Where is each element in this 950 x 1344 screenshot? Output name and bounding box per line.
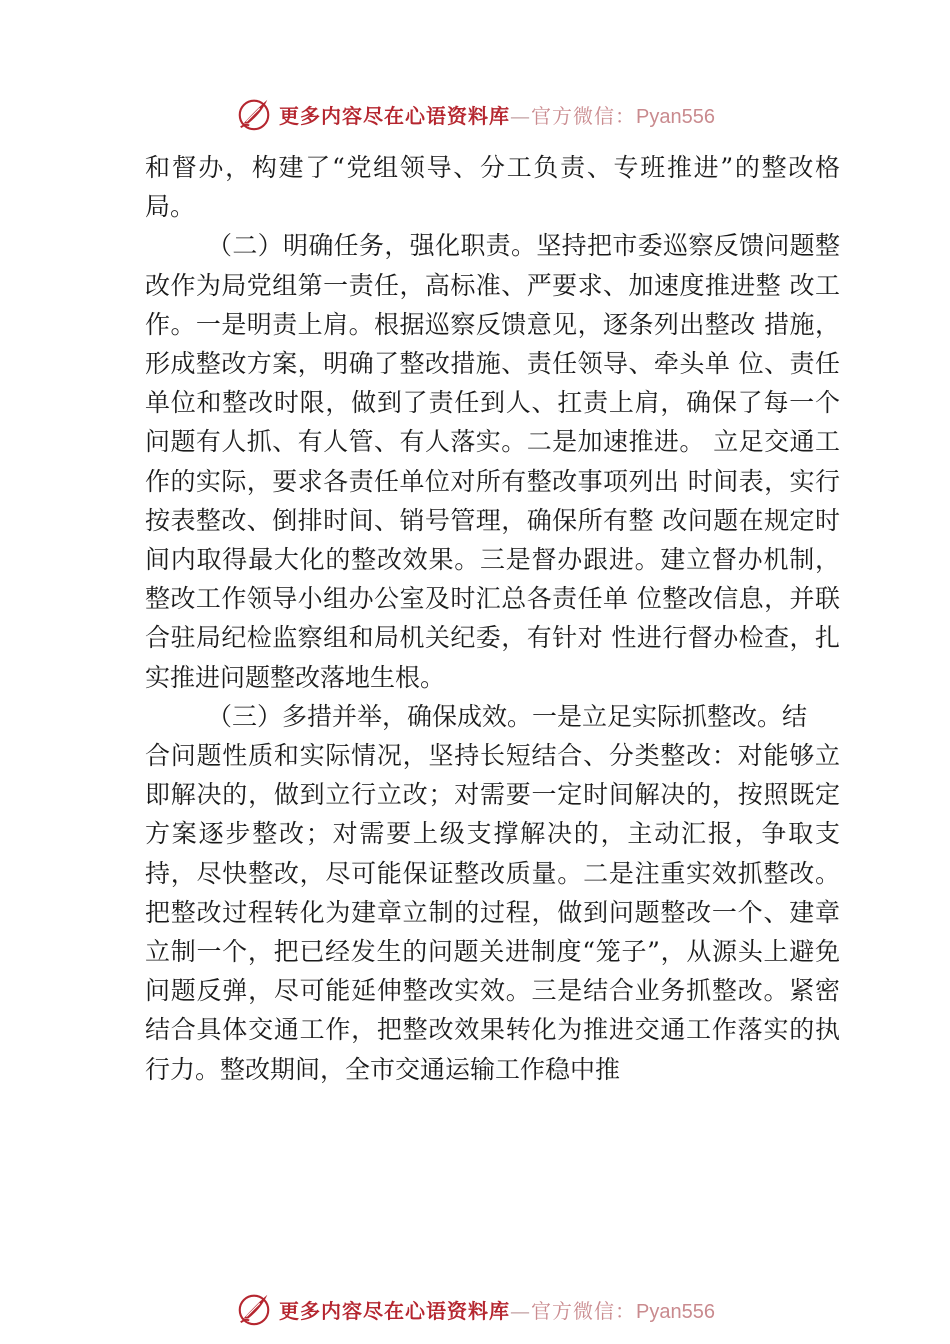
banner-contact-label: 官方微信： — [531, 103, 637, 128]
banner-dash: — — [510, 1298, 532, 1323]
banner-dash: — — [510, 103, 532, 128]
paragraph-section-3-heading: （三）多措并举，确保成效。一是立足实际抓整改。结 — [207, 701, 808, 731]
banner-title: 更多内容尽在心语资料库 — [279, 1298, 511, 1323]
paragraph-section-3-body: 合问题性质和实际情况，坚持长短结合、分类整改：对能够立即解决的，做到立行立改；对需要一定时间解决的，按照既定方案逐步整改；对需要上级支撑解决的，主动汇报，争取支持，尽快整改，尽可能保证整改质量。二是注重实效抓整改。把整改过程转化为建章立制的过程，做到问题整改一个、建章立制一个，把已经发生的问题关进制度“笼子”，从源头上避免问题反弹，尽可能延伸整改实效。三是结合业务抓整改。紧密结合具体交通工作，把整改效果转化为推进交通工作落实的执行力。整改期间，全市交通运输工作稳中推 — [145, 741, 840, 1084]
banner-contact-label: 官方微信： — [531, 1298, 637, 1323]
banner-contact-id: Pyan556 — [636, 105, 715, 128]
paragraph-continuation: 和督办，构建了“党组领导、分工负责、专班推进”的整改格局。 — [145, 153, 840, 222]
quill-logo-icon — [235, 1290, 273, 1328]
banner-title: 更多内容尽在心语资料库 — [279, 103, 511, 128]
quill-logo-icon — [235, 95, 273, 133]
header-banner — [0, 92, 950, 136]
footer-banner — [0, 1287, 950, 1331]
banner-contact-id: Pyan556 — [636, 1300, 715, 1323]
paragraph-section-2: （二）明确任务，强化职责。坚持把市委巡察反馈问题整改作为局党组第一责任，高标准、严要求、加速度推进整 改工作。一是明责上肩。根据巡察反馈意见，逐条列出整改 措施，形成整改方案，明确了整改措施、责任领导、牵头单 位、责任单位和整改时限，做到了责任到人、扛责上肩，确保了每一个问题有人抓、有人管、有人落实。二是加速推进。 立足交通工作的实际，要求各责任单位对所有整改事项列出 时间表，实行按表整改、倒排时间、销号管理，确保所有整 改问题在规定时间内取得最大化的整改效果。三是督办跟进。建立督办机制，整改工作领导小组办公室及时汇总各责任单 位整改信息，并联合驻局纪检监察组和局机关纪委，有针对 性进行督办检查，扎实推进问题整改落地生根。 — [145, 231, 840, 692]
document-body — [145, 148, 840, 1089]
